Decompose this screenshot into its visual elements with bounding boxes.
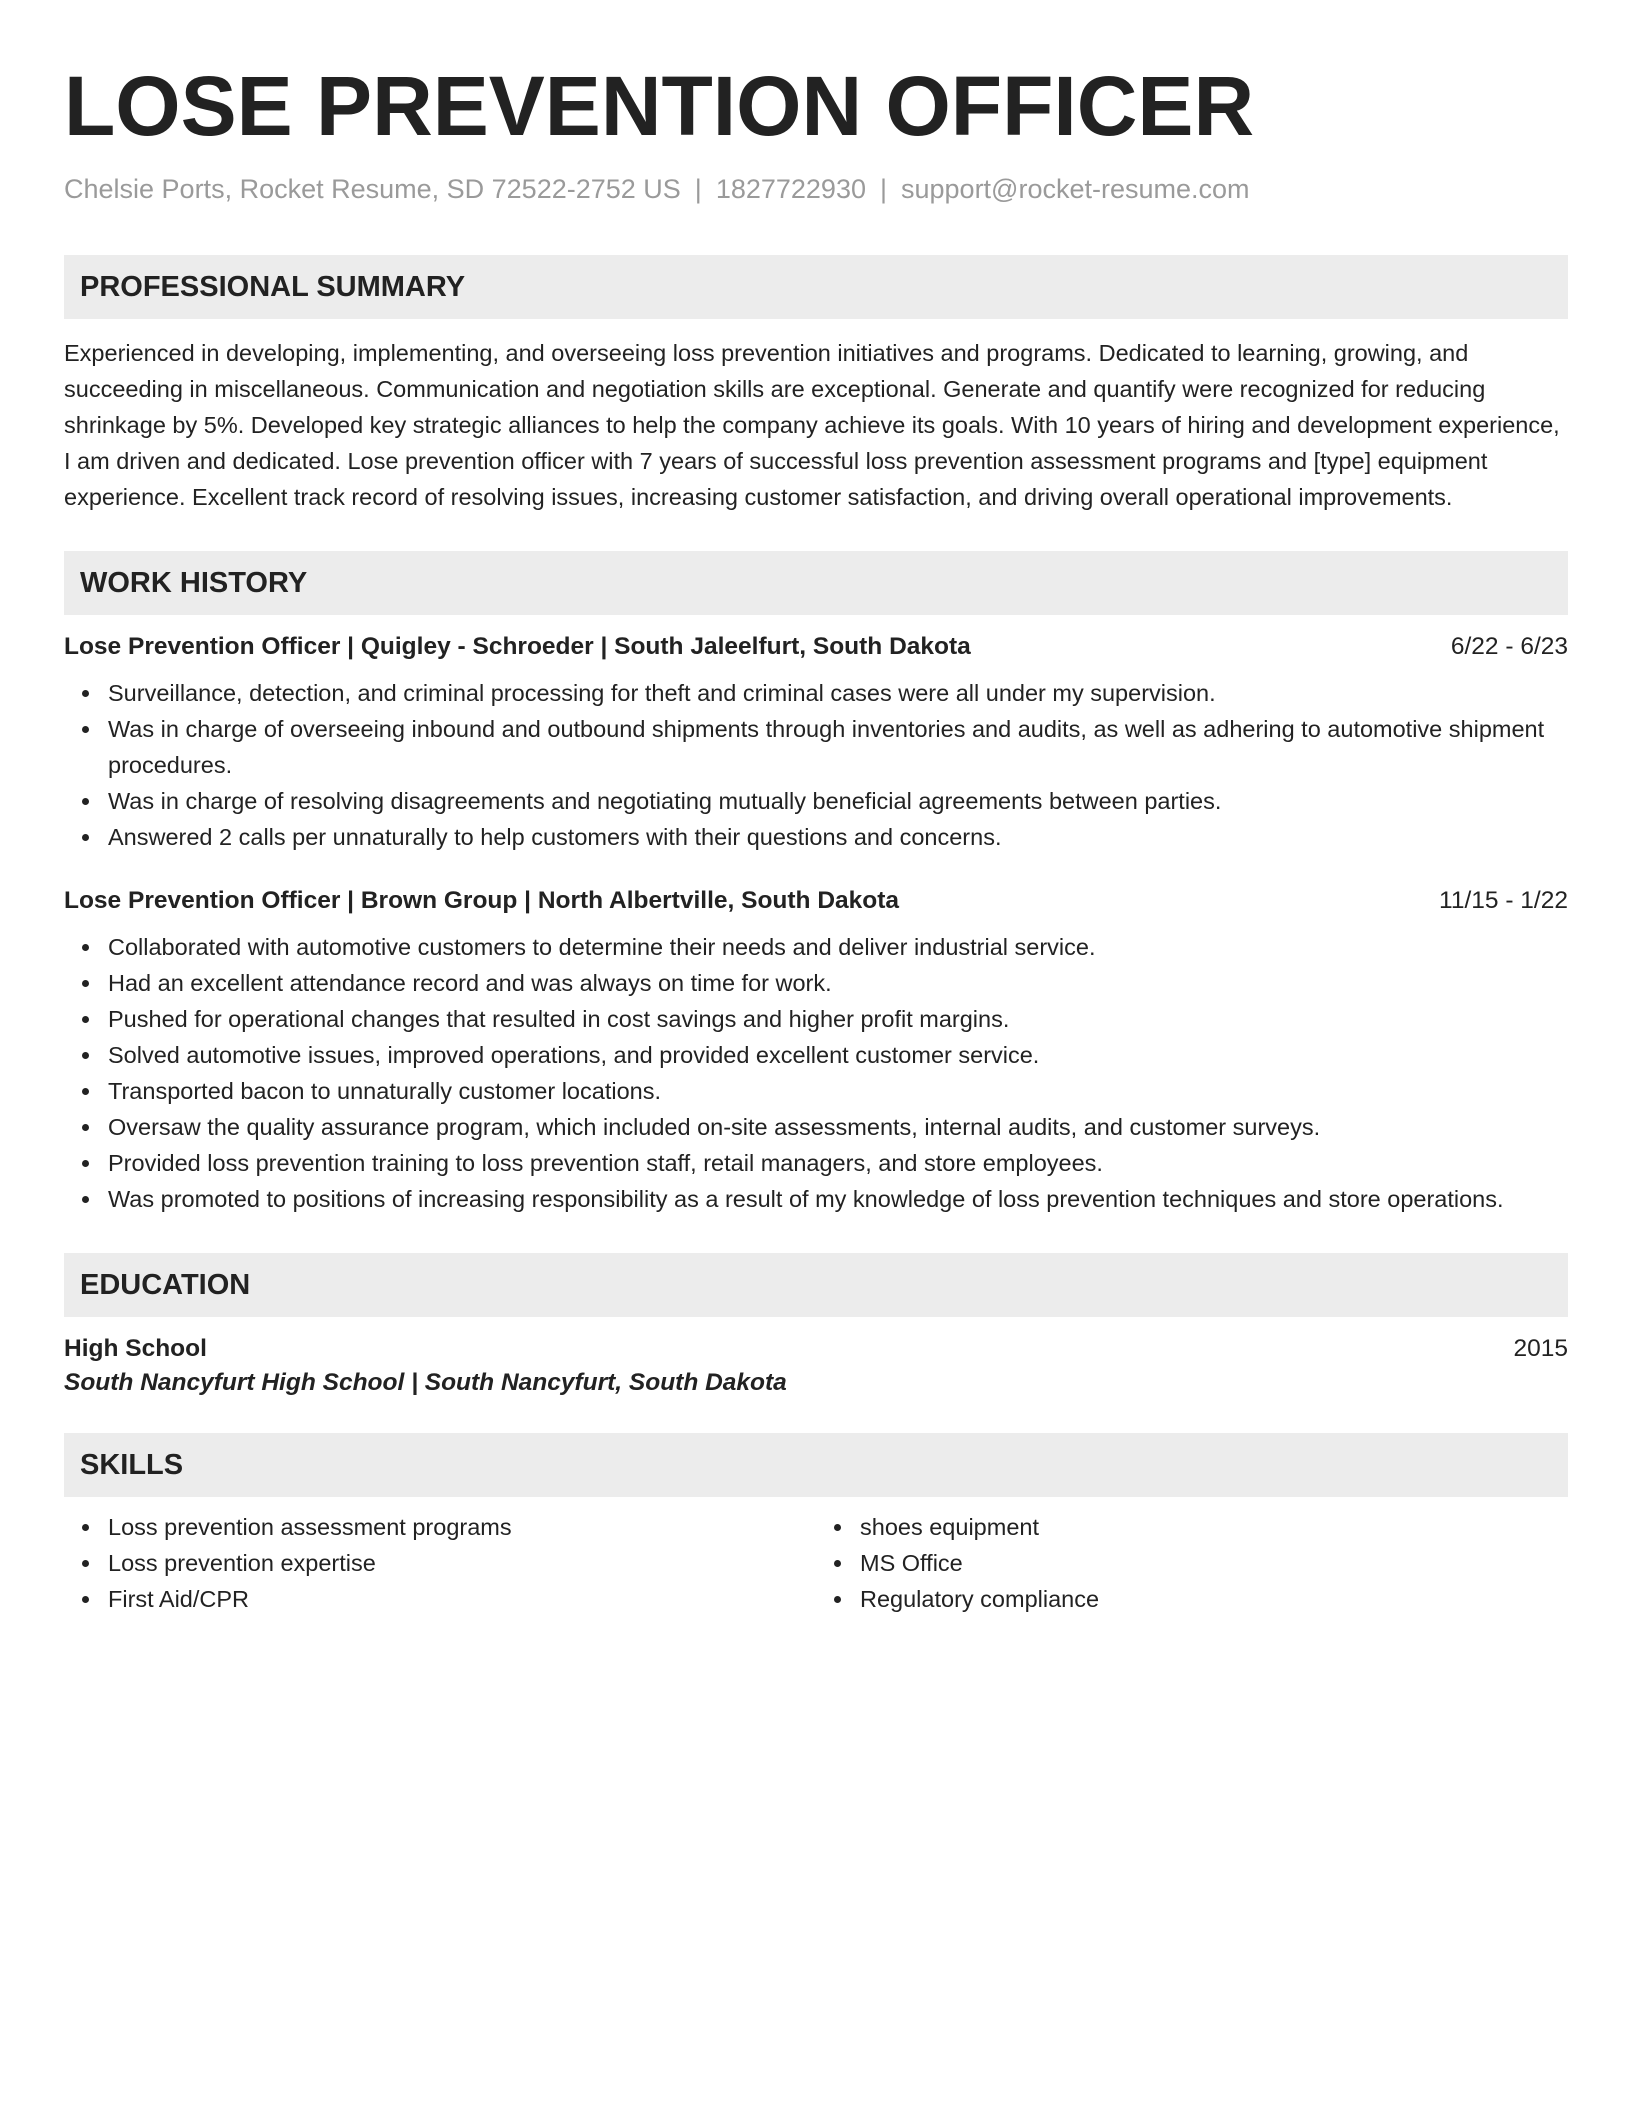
education-header <box>64 1335 1568 1363</box>
job-bullet: Had an excellent attendance record and was always on time for work. <box>108 965 1568 1001</box>
skill-item: MS Office <box>860 1545 1568 1581</box>
job-entry <box>64 887 1568 1217</box>
job-bullet: Pushed for operational changes that resulted in cost savings and higher profit margins. <box>108 1001 1568 1037</box>
skill-item: shoes equipment <box>860 1509 1568 1545</box>
skill-item: Loss prevention assessment programs <box>108 1509 816 1545</box>
skills-list <box>64 1509 1568 1617</box>
job-bullet: Surveillance, detection, and criminal processing for theft and criminal cases were all under my supervision. <box>108 675 1568 711</box>
candidate-title: LOSE PREVENTION OFFICER <box>64 59 1255 153</box>
skills-column-right <box>816 1509 1568 1617</box>
job-dates: 11/15 - 1/22 <box>1439 887 1568 914</box>
job-bullet: Oversaw the quality assurance program, which included on-site assessments, internal audits, and customer surveys. <box>108 1109 1568 1145</box>
job-bullet: Provided loss prevention training to loss prevention staff, retail managers, and store employees. <box>108 1145 1568 1181</box>
job-bullets <box>64 929 1568 1217</box>
job-bullet: Transported bacon to unnaturally customer locations. <box>108 1073 1568 1109</box>
summary-heading: PROFESSIONAL SUMMARY <box>64 255 1568 319</box>
contact-email[interactable]: support@rocket-resume.com <box>901 174 1250 204</box>
work-history-heading: WORK HISTORY <box>64 551 1568 615</box>
job-header <box>64 633 1568 661</box>
skill-item: Regulatory compliance <box>860 1581 1568 1617</box>
summary-text: Experienced in developing, implementing, and overseeing loss prevention initiatives and programs. Dedicated to learning, growing, and succeeding in miscellaneous. Communication and negotiation skills are exceptional. Generate and quantify were recognized for reducing shrinkage by 5%. Developed key strategic alliances to help the company achieve its goals. With 10 years of hiring and development experience, I am driven and dedicated. Lose prevention officer with 7 years of successful loss prevention assessment programs and [type] equipment experience. Excellent track record of resolving issues, increasing customer satisfaction, and driving overall operational improvements. <box>64 340 1560 510</box>
job-bullet: Was in charge of overseeing inbound and outbound shipments through inventories and audits, as well as adhering to automotive shipment procedures. <box>108 711 1568 783</box>
job-bullet: Was in charge of resolving disagreements and negotiating mutually beneficial agreements between parties. <box>108 783 1568 819</box>
education-school: South Nancyfurt High School | South Nancyfurt, South Dakota <box>64 1369 787 1396</box>
job-bullet: Collaborated with automotive customers to determine their needs and deliver industrial service. <box>108 929 1568 965</box>
job-bullets <box>64 675 1568 855</box>
skill-item: First Aid/CPR <box>108 1581 816 1617</box>
education-degree: High School <box>64 1335 207 1362</box>
contact-separator: | <box>879 174 887 204</box>
job-title: Lose Prevention Officer | Quigley - Schroeder | South Jaleelfurt, South Dakota <box>64 633 971 660</box>
job-bullet: Was promoted to positions of increasing responsibility as a result of my knowledge of loss prevention techniques and store operations. <box>108 1181 1568 1217</box>
job-header <box>64 887 1568 915</box>
job-title: Lose Prevention Officer | Brown Group | North Albertville, South Dakota <box>64 887 900 914</box>
contact-line <box>64 174 1568 205</box>
skills-column-left <box>64 1509 816 1617</box>
education-heading: EDUCATION <box>64 1253 1568 1317</box>
contact-address: Chelsie Ports, Rocket Resume, SD 72522-2752 US <box>64 174 681 204</box>
contact-separator: | <box>694 174 702 204</box>
skill-item: Loss prevention expertise <box>108 1545 816 1581</box>
education-year: 2015 <box>1513 1335 1568 1362</box>
job-bullet: Answered 2 calls per unnaturally to help customers with their questions and concerns. <box>108 819 1568 855</box>
job-bullet: Solved automotive issues, improved operations, and provided excellent customer service. <box>108 1037 1568 1073</box>
contact-phone: 1827722930 <box>715 174 866 204</box>
job-entry <box>64 633 1568 855</box>
skills-heading: SKILLS <box>64 1433 1568 1497</box>
job-dates: 6/22 - 6/23 <box>1450 633 1568 660</box>
